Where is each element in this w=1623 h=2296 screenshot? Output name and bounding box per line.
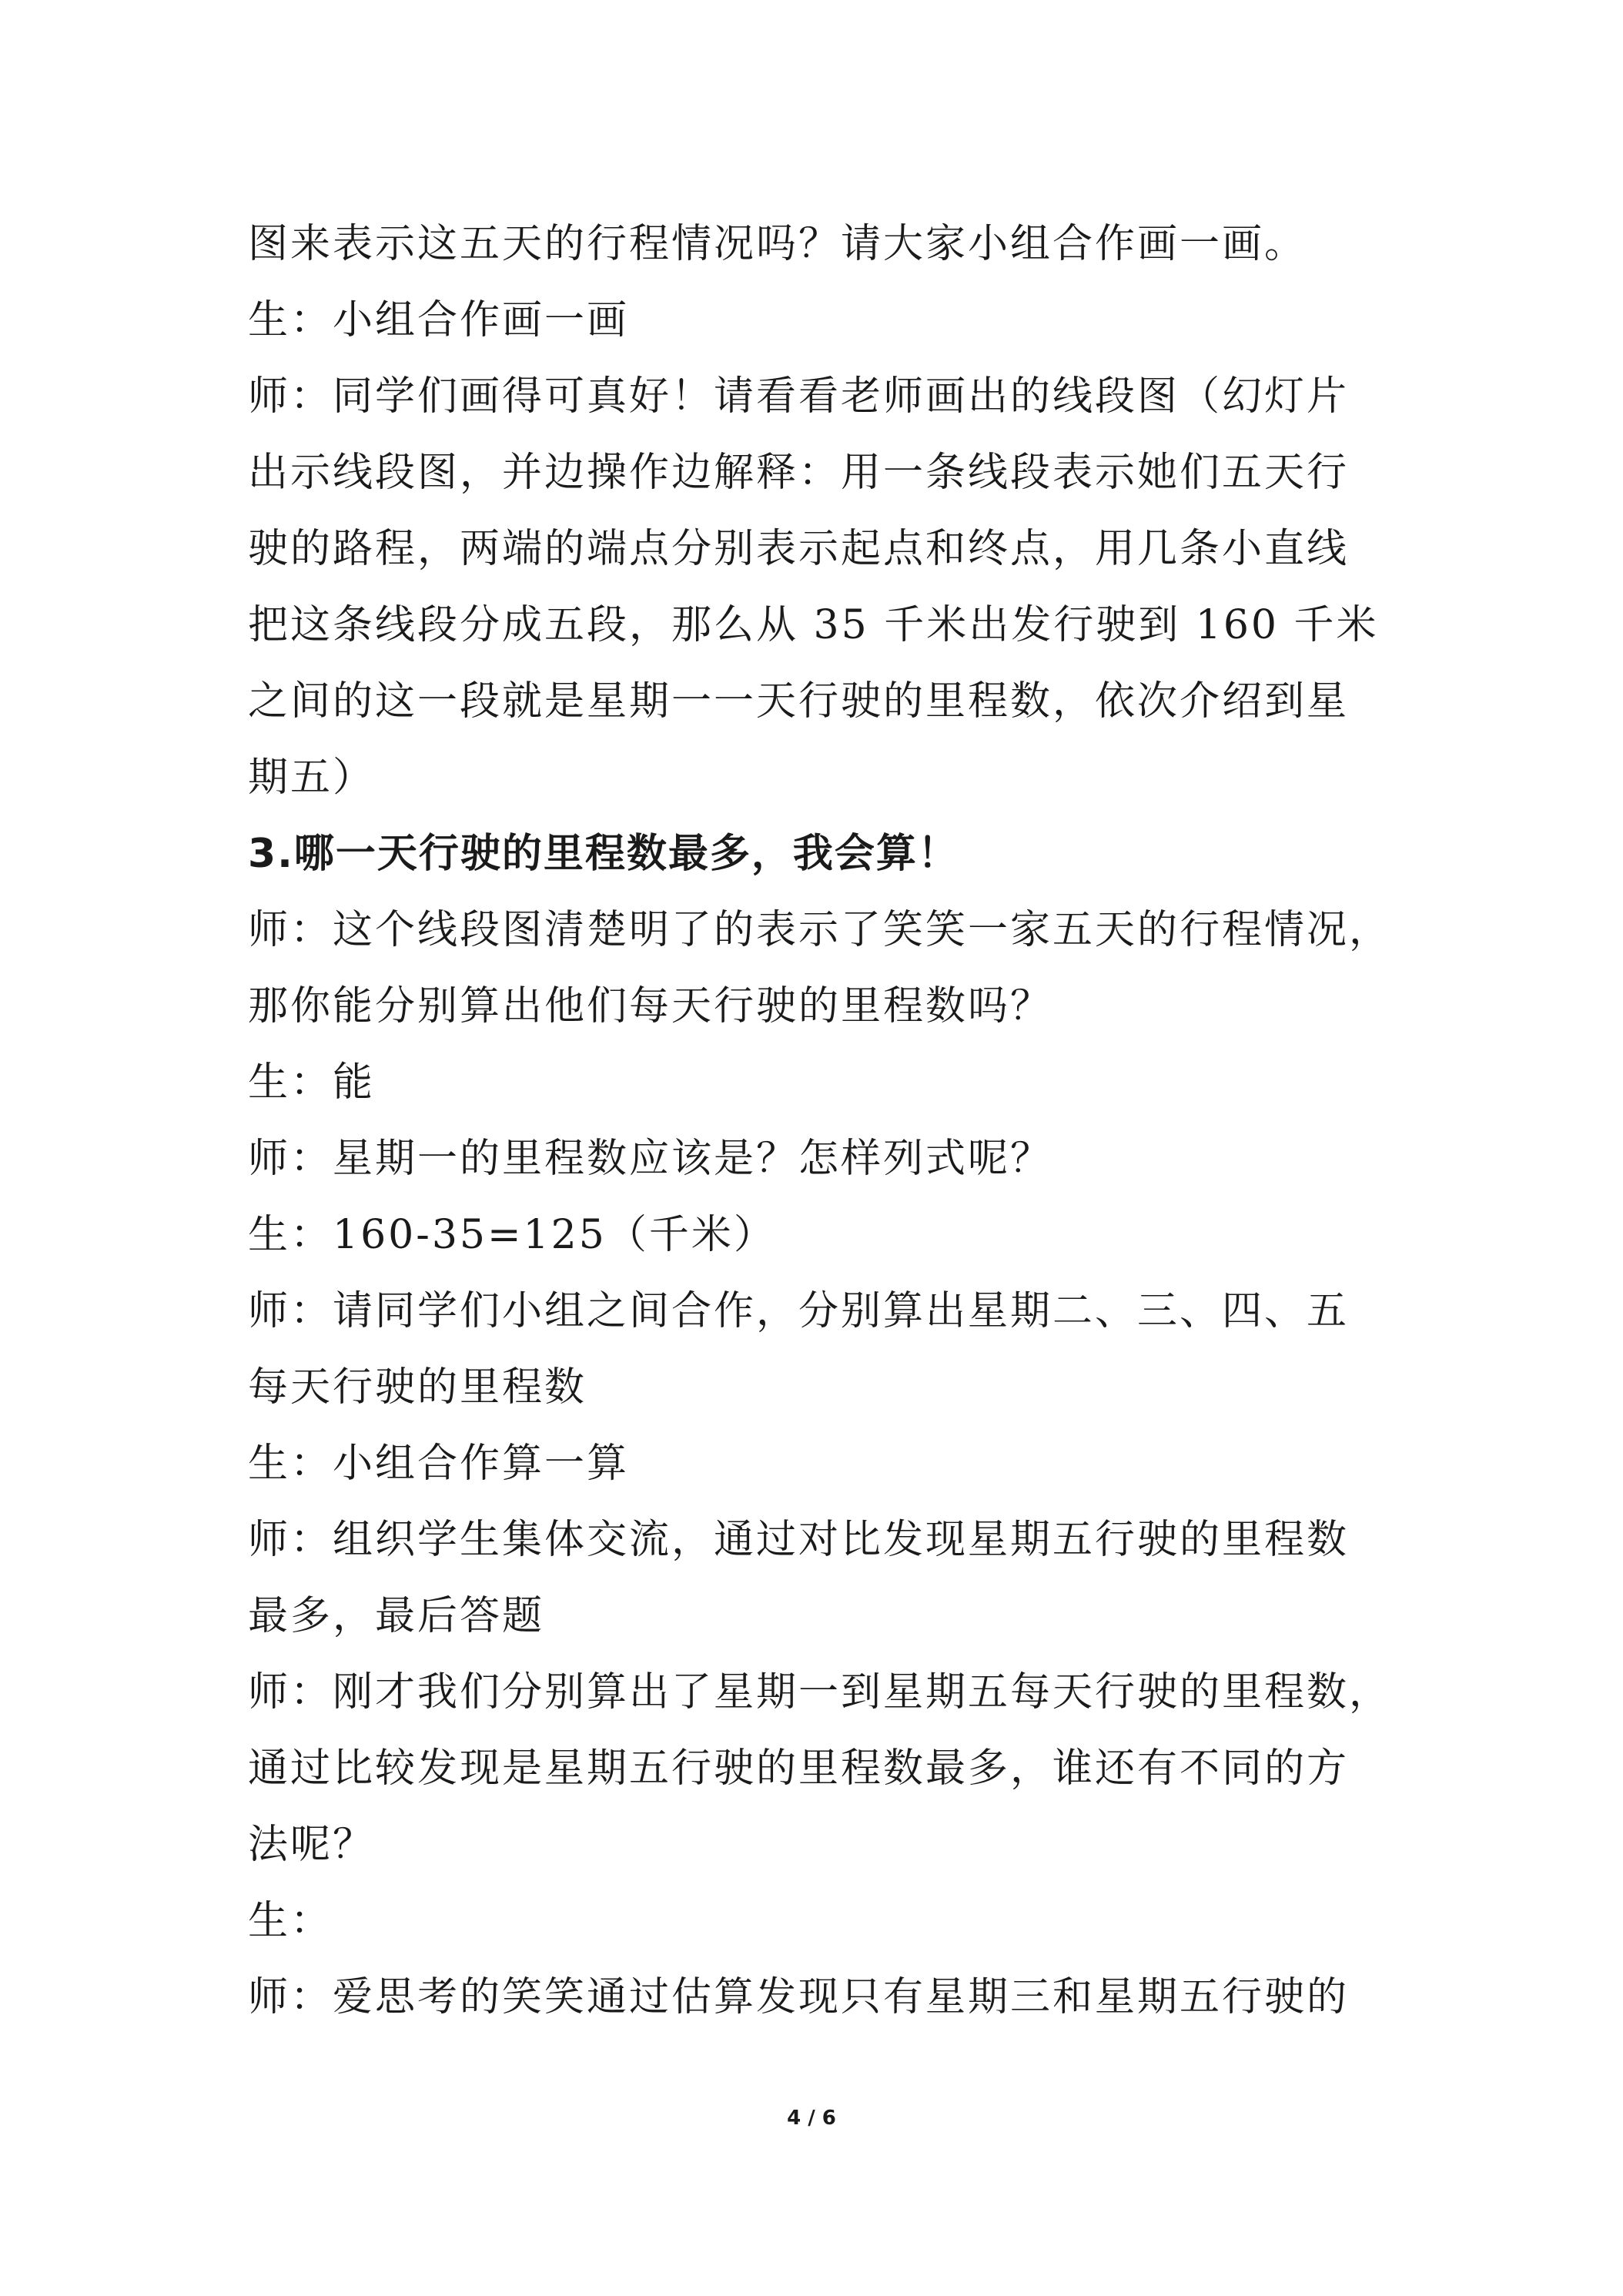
text-line: 出示线段图，并边操作边解释：用一条线段表示她们五天行 [248, 450, 1350, 496]
text-line: 师：这个线段图清楚明了的表示了笑笑一家五天的行程情况， [248, 907, 1392, 953]
section-heading: 3.哪一天行驶的里程数最多，我会算！ [248, 831, 959, 877]
text-line: 生：160-35=125（千米） [248, 1212, 776, 1258]
text-line: 生：能 [248, 1059, 376, 1106]
text-line: 把这条线段分成五段，那么从 35 千米出发行驶到 160 千米 [248, 602, 1379, 648]
text-line: 师：刚才我们分别算出了星期一到星期五每天行驶的里程数， [248, 1669, 1392, 1715]
text-line: 师：星期一的里程数应该是？怎样列式呢？ [248, 1136, 1053, 1182]
document-body [248, 206, 1392, 2036]
text-line: 之间的这一段就是星期一一天行驶的里程数，依次介绍到星 [248, 678, 1350, 725]
text-line: 生： [248, 1898, 333, 1944]
text-line: 最多，最后答题 [248, 1593, 545, 1639]
text-line: 法呢？ [248, 1822, 376, 1868]
text-line: 驶的路程，两端的端点分别表示起点和终点，用几条小直线 [248, 526, 1350, 572]
text-line: 师：爱思考的笑笑通过估算发现只有星期三和星期五行驶的 [248, 1974, 1350, 2020]
text-line: 通过比较发现是星期五行驶的里程数最多，谁还有不同的方 [248, 1745, 1350, 1792]
text-line: 图来表示这五天的行程情况吗？请大家小组合作画一画。 [248, 221, 1307, 267]
text-line: 期五） [248, 755, 376, 801]
page-number: 4 / 6 [787, 2107, 836, 2130]
text-line: 那你能分别算出他们每天行驶的里程数吗？ [248, 983, 1053, 1029]
text-line: 生：小组合作算一算 [248, 1441, 630, 1487]
text-line: 师：组织学生集体交流，通过对比发现星期五行驶的里程数 [248, 1517, 1350, 1563]
text-line: 生：小组合作画一画 [248, 297, 630, 343]
text-line: 每天行驶的里程数 [248, 1364, 587, 1411]
text-line: 师：同学们画得可真好！请看看老师画出的线段图（幻灯片 [248, 373, 1350, 420]
text-line: 师：请同学们小组之间合作，分别算出星期二、三、四、五 [248, 1288, 1350, 1334]
